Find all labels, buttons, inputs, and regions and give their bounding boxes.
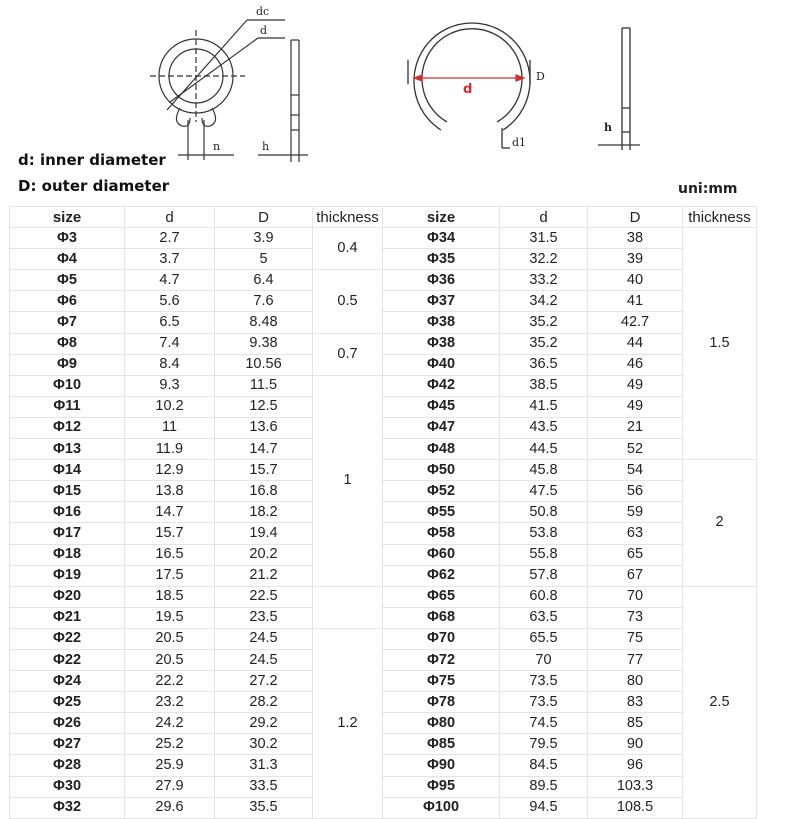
inner-diameter-cell: 73.5 [500,671,588,692]
size-cell: Φ12 [10,417,125,438]
inner-diameter-cell: 2.7 [125,228,215,249]
inner-diameter-cell: 38.5 [500,375,588,396]
size-cell: Φ32 [10,797,125,818]
outer-diameter-cell: 42.7 [588,312,683,333]
inner-diameter-cell: 7.4 [125,333,215,354]
label-d1: d1 [512,136,527,149]
size-cell: Φ27 [10,734,125,755]
inner-diameter-cell: 18.5 [125,586,215,607]
table-row [10,481,757,502]
size-cell: Φ38 [383,333,500,354]
inner-diameter-cell: 4.7 [125,270,215,291]
size-cell: Φ40 [383,354,500,375]
outer-diameter-cell: 46 [588,354,683,375]
table-row [10,544,757,565]
inner-diameter-cell: 13.8 [125,481,215,502]
size-cell: Φ22 [10,649,125,670]
label-h-right: h [604,121,612,134]
inner-diameter-cell: 3.7 [125,249,215,270]
table-row [10,333,757,354]
size-cell: Φ8 [10,333,125,354]
thickness-cell: 1.5 [683,228,757,460]
inner-diameter-cell: 25.9 [125,755,215,776]
label-n: n [213,140,221,153]
label-dc: dc [256,5,270,18]
table-row [10,417,757,438]
size-cell: Φ55 [383,502,500,523]
header-d-left: d [125,207,215,228]
table-row [10,734,757,755]
outer-diameter-cell: 13.6 [215,417,313,438]
outer-diameter-cell: 49 [588,396,683,417]
label-h-left: h [262,140,270,153]
inner-diameter-cell: 10.2 [125,396,215,417]
outer-diameter-cell: 11.5 [215,375,313,396]
table-row [10,797,757,818]
inner-diameter-cell: 17.5 [125,565,215,586]
size-cell: Φ14 [10,460,125,481]
inner-diameter-cell: 55.8 [500,544,588,565]
size-cell: Φ47 [383,417,500,438]
circlip-size-table [9,206,757,819]
table-row [10,312,757,333]
table-row [10,607,757,628]
outer-diameter-cell: 83 [588,692,683,713]
header-thickness-right: thickness [683,207,757,228]
inner-diameter-cell: 9.3 [125,375,215,396]
circlip-diagram [0,0,800,205]
size-cell: Φ85 [383,734,500,755]
size-cell: Φ100 [383,797,500,818]
size-cell: Φ35 [383,249,500,270]
table-row [10,523,757,544]
outer-diameter-cell: 67 [588,565,683,586]
size-cell: Φ50 [383,460,500,481]
header-size-left: size [10,207,125,228]
thickness-cell: 1.2 [313,628,383,818]
label-D: D [536,70,545,83]
size-cell: Φ68 [383,607,500,628]
inner-diameter-cell: 41.5 [500,396,588,417]
size-cell: Φ37 [383,291,500,312]
inner-diameter-cell: 44.5 [500,439,588,460]
inner-diameter-cell: 60.8 [500,586,588,607]
inner-diameter-cell: 27.9 [125,776,215,797]
outer-diameter-cell: 21.2 [215,565,313,586]
size-cell: Φ11 [10,396,125,417]
inner-diameter-cell: 57.8 [500,565,588,586]
table-row [10,692,757,713]
inner-diameter-cell: 45.8 [500,460,588,481]
table-row [10,628,757,649]
inner-diameter-cell: 73.5 [500,692,588,713]
inner-diameter-cell: 14.7 [125,502,215,523]
outer-diameter-cell: 18.2 [215,502,313,523]
size-cell: Φ70 [383,628,500,649]
size-cell: Φ26 [10,713,125,734]
inner-diameter-cell: 12.9 [125,460,215,481]
label-d-red: d [463,82,473,97]
inner-diameter-cell: 24.2 [125,713,215,734]
inner-diameter-cell: 25.2 [125,734,215,755]
size-cell: Φ30 [10,776,125,797]
size-cell: Φ58 [383,523,500,544]
outer-diameter-cell: 6.4 [215,270,313,291]
size-cell: Φ10 [10,375,125,396]
size-cell: Φ78 [383,692,500,713]
outer-diameter-cell: 19.4 [215,523,313,544]
outer-diameter-cell: 63 [588,523,683,544]
outer-diameter-cell: 108.5 [588,797,683,818]
table-row [10,713,757,734]
thickness-cell: 2 [683,460,757,587]
size-cell: Φ5 [10,270,125,291]
size-cell: Φ15 [10,481,125,502]
size-cell: Φ25 [10,692,125,713]
unit-label: uni:mm [678,181,738,197]
outer-diameter-cell: 20.2 [215,544,313,565]
size-cell: Φ65 [383,586,500,607]
table-row [10,439,757,460]
table-row [10,586,757,607]
inner-diameter-cell: 34.2 [500,291,588,312]
outer-diameter-cell: 80 [588,671,683,692]
inner-diameter-cell: 79.5 [500,734,588,755]
size-cell: Φ36 [383,270,500,291]
size-cell: Φ80 [383,713,500,734]
thickness-cell: 0.7 [313,333,383,375]
table-row [10,776,757,797]
outer-diameter-cell: 22.5 [215,586,313,607]
size-cell: Φ19 [10,565,125,586]
outer-diameter-cell: 56 [588,481,683,502]
size-cell: Φ90 [383,755,500,776]
size-cell: Φ20 [10,586,125,607]
table-row [10,291,757,312]
table-body [10,228,757,819]
inner-diameter-cell: 16.5 [125,544,215,565]
inner-diameter-cell: 20.5 [125,649,215,670]
size-cell: Φ34 [383,228,500,249]
size-cell: Φ48 [383,439,500,460]
table-row [10,354,757,375]
table-row [10,396,757,417]
table-row [10,565,757,586]
outer-diameter-cell: 30.2 [215,734,313,755]
size-cell: Φ75 [383,671,500,692]
table-row [10,671,757,692]
size-cell: Φ7 [10,312,125,333]
table-row [10,460,757,481]
outer-diameter-cell: 8.48 [215,312,313,333]
outer-diameter-cell: 7.6 [215,291,313,312]
outer-diameter-cell: 96 [588,755,683,776]
table-row [10,375,757,396]
outer-diameter-cell: 31.3 [215,755,313,776]
inner-diameter-cell: 6.5 [125,312,215,333]
size-cell: Φ16 [10,502,125,523]
table-row [10,228,757,249]
size-cell: Φ9 [10,354,125,375]
size-cell: Φ22 [10,628,125,649]
outer-diameter-cell: 24.5 [215,649,313,670]
inner-diameter-cell: 50.8 [500,502,588,523]
size-cell: Φ60 [383,544,500,565]
outer-diameter-cell: 5 [215,249,313,270]
legend-outer-diameter: D: outer diameter [18,177,170,195]
inner-diameter-arrow [414,75,524,81]
outer-diameter-cell: 54 [588,460,683,481]
outer-diameter-cell: 15.7 [215,460,313,481]
inner-diameter-cell: 33.2 [500,270,588,291]
size-cell: Φ4 [10,249,125,270]
inner-diameter-cell: 8.4 [125,354,215,375]
table-header-row [10,207,757,228]
outer-diameter-cell: 65 [588,544,683,565]
outer-diameter-cell: 10.56 [215,354,313,375]
inner-diameter-cell: 11 [125,417,215,438]
inner-diameter-cell: 94.5 [500,797,588,818]
header-thickness-left: thickness [313,207,383,228]
header-D-right: D [588,207,683,228]
outer-diameter-cell: 41 [588,291,683,312]
size-cell: Φ13 [10,439,125,460]
outer-diameter-cell: 23.5 [215,607,313,628]
outer-diameter-cell: 21 [588,417,683,438]
inner-diameter-cell: 22.2 [125,671,215,692]
thickness-cell: 2.5 [683,586,757,818]
external-circlip-drawing [150,20,308,162]
inner-diameter-cell: 35.2 [500,333,588,354]
inner-diameter-cell: 29.6 [125,797,215,818]
outer-diameter-cell: 59 [588,502,683,523]
outer-diameter-cell: 73 [588,607,683,628]
outer-diameter-cell: 44 [588,333,683,354]
outer-diameter-cell: 28.2 [215,692,313,713]
table-row [10,270,757,291]
size-cell: Φ3 [10,228,125,249]
outer-diameter-cell: 103.3 [588,776,683,797]
outer-diameter-cell: 3.9 [215,228,313,249]
table-row [10,755,757,776]
size-cell: Φ6 [10,291,125,312]
table-row [10,502,757,523]
inner-diameter-cell: 31.5 [500,228,588,249]
size-cell: Φ72 [383,649,500,670]
size-cell: Φ62 [383,565,500,586]
size-cell: Φ21 [10,607,125,628]
outer-diameter-cell: 52 [588,439,683,460]
inner-diameter-cell: 65.5 [500,628,588,649]
size-cell: Φ52 [383,481,500,502]
outer-diameter-cell: 38 [588,228,683,249]
inner-diameter-cell: 53.8 [500,523,588,544]
header-size-right: size [383,207,500,228]
size-cell: Φ38 [383,312,500,333]
inner-diameter-cell: 70 [500,649,588,670]
outer-diameter-cell: 77 [588,649,683,670]
inner-diameter-cell: 5.6 [125,291,215,312]
header-D-left: D [215,207,313,228]
outer-diameter-cell: 75 [588,628,683,649]
outer-diameter-cell: 24.5 [215,628,313,649]
size-cell: Φ28 [10,755,125,776]
size-cell: Φ18 [10,544,125,565]
inner-diameter-cell: 89.5 [500,776,588,797]
inner-diameter-cell: 11.9 [125,439,215,460]
size-cell: Φ95 [383,776,500,797]
inner-diameter-cell: 36.5 [500,354,588,375]
outer-diameter-cell: 35.5 [215,797,313,818]
inner-diameter-cell: 43.5 [500,417,588,438]
outer-diameter-cell: 14.7 [215,439,313,460]
inner-diameter-cell: 32.2 [500,249,588,270]
inner-diameter-cell: 63.5 [500,607,588,628]
outer-diameter-cell: 29.2 [215,713,313,734]
outer-diameter-cell: 9.38 [215,333,313,354]
outer-diameter-cell: 12.5 [215,396,313,417]
inner-diameter-cell: 47.5 [500,481,588,502]
table-row [10,649,757,670]
outer-diameter-cell: 33.5 [215,776,313,797]
inner-diameter-cell: 20.5 [125,628,215,649]
outer-diameter-cell: 70 [588,586,683,607]
header-d-right: d [500,207,588,228]
outer-diameter-cell: 16.8 [215,481,313,502]
size-cell: Φ42 [383,375,500,396]
size-cell: Φ24 [10,671,125,692]
outer-diameter-cell: 27.2 [215,671,313,692]
inner-diameter-cell: 74.5 [500,713,588,734]
label-d-small: d [260,24,268,37]
thickness-cell: 1 [313,375,383,586]
outer-diameter-cell: 85 [588,713,683,734]
outer-diameter-cell: 90 [588,734,683,755]
outer-diameter-cell: 39 [588,249,683,270]
inner-diameter-cell: 84.5 [500,755,588,776]
thickness-cell: 0.5 [313,270,383,333]
outer-diameter-cell: 49 [588,375,683,396]
size-cell: Φ45 [383,396,500,417]
legend-inner-diameter: d: inner diameter [18,151,166,169]
size-cell: Φ17 [10,523,125,544]
table-row [10,249,757,270]
outer-diameter-cell: 40 [588,270,683,291]
inner-diameter-cell: 19.5 [125,607,215,628]
thickness-cell: 0.4 [313,228,383,270]
inner-diameter-cell: 35.2 [500,312,588,333]
thickness-cell [313,586,383,628]
inner-diameter-cell: 15.7 [125,523,215,544]
inner-diameter-cell: 23.2 [125,692,215,713]
